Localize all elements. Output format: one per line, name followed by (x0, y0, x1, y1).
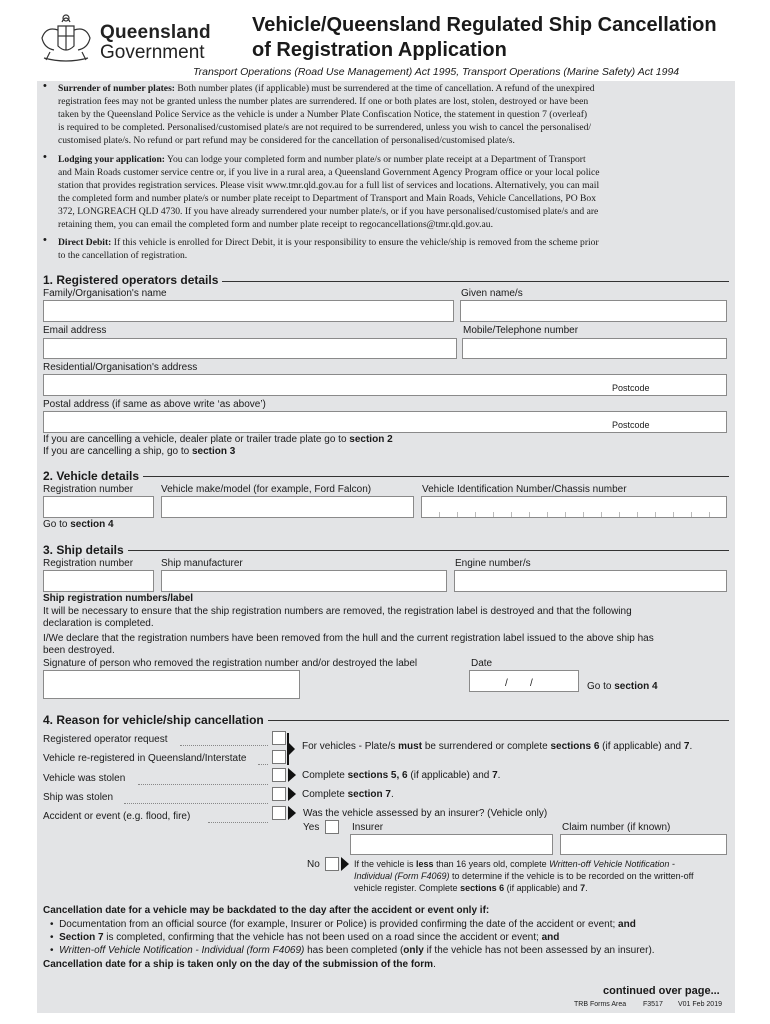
footer-version: V01 Feb 2019 (678, 1001, 722, 1008)
dot-leader (124, 803, 268, 804)
engine-number-label: Engine number/s (455, 558, 531, 569)
family-name-label: Family/Organisation's name (43, 288, 167, 299)
reason-operator-request-label: Registered operator request (43, 734, 168, 745)
email-input[interactable] (43, 338, 457, 359)
note-ship-goto: If you are cancelling a ship, go to section 3 (43, 446, 236, 457)
reason-accident-checkbox[interactable] (272, 806, 286, 820)
intro-b3-head: Direct Debit: (58, 237, 112, 248)
arrow-right-icon (288, 806, 296, 820)
reason-reregistered-checkbox[interactable] (272, 750, 286, 764)
ship-manufacturer-input[interactable] (161, 570, 447, 592)
claim-number-input[interactable] (560, 834, 727, 855)
no-insurer-instruction-l2: Individual (Form F4069) to determine if the vehicle is to be recorded on the written-off (354, 871, 694, 881)
ship-manufacturer-label: Ship manufacturer (161, 558, 243, 569)
section-rule (43, 550, 729, 551)
ship-goto-section4: Go to section 4 (587, 681, 658, 692)
acts-subtitle: Transport Operations (Road Use Management) Act 1995, Transport Operations (Marine Safety) Act 1994 (193, 66, 680, 78)
qld-coat-of-arms-logo (36, 12, 96, 66)
intro-b1-l5: customised plate/s. No refund or part refund may be considered for the cancellation of personalised/customised plate/s. (58, 135, 515, 146)
family-name-input[interactable] (43, 300, 454, 322)
footer-form-number: F3517 (643, 1001, 663, 1008)
mobile-input[interactable] (462, 338, 727, 359)
backdate-item-1: • Documentation from an official source (for example, Insurer or Police) is provided confirming the date of the accident or event; and (50, 919, 636, 930)
form-title-line2: of Registration Application (252, 39, 507, 61)
reason-accident-label: Accident or event (e.g. flood, fire) (43, 811, 191, 822)
action-plates-surrendered: For vehicles - Plate/s must be surrendered or complete sections 6 (if applicable) and 7. (302, 741, 693, 752)
date-separator: / / (505, 678, 533, 689)
logo-government-text: Government (100, 42, 205, 63)
dot-leader (180, 745, 268, 746)
no-insurer-instruction-l3: vehicle register. Complete sections 6 (if applicable) and 7. (354, 883, 588, 893)
intro-b1-head: Surrender of number plates: (58, 83, 175, 94)
reason-vehicle-stolen-label: Vehicle was stolen (43, 773, 126, 784)
date-label: Date (471, 658, 493, 669)
no-insurer-instruction-l1: If the vehicle is less than 16 years old, complete Written-off Vehicle Notification - (354, 859, 675, 869)
section-2-title: 2. Vehicle details (43, 469, 143, 483)
ship-cancellation-date-note: Cancellation date for a ship is taken only on the day of the submission of the form. (43, 959, 436, 970)
bullet-icon: • (50, 945, 60, 956)
ship-para2-l2: been destroyed. (43, 645, 115, 656)
ship-para2-l1: I/We declare that the registration numbers have been removed from the hull and the current registration label issued to the above ship has (43, 633, 654, 644)
intro-bullet-3 (58, 236, 734, 262)
intro-b2-head: Lodging your application: (58, 154, 165, 165)
intro-b3-l1: If this vehicle is enrolled for Direct Debit, it is your responsibility to ensure the vehicle/ship is removed from the scheme prior (113, 237, 599, 248)
backdate-heading: Cancellation date for a vehicle may be backdated to the day after the accident or event only if: (43, 905, 490, 916)
mobile-label: Mobile/Telephone number (463, 325, 579, 336)
intro-b2-l1: You can lodge your completed form and number plate/s or number plate receipt at a Department of Transport (167, 154, 586, 165)
reason-ship-stolen-checkbox[interactable] (272, 787, 286, 801)
bullet-icon: • (43, 234, 47, 246)
intro-b2-l2: and Main Roads customer service centre or, if you live in a rural area, a Queensland Government Agency Program office or your local police (58, 167, 600, 178)
backdate-item-2: • Section 7 is completed, confirming that the vehicle has not been used on a road since the accident or event; and (50, 932, 560, 943)
intro-bullet-1 (58, 82, 734, 147)
dot-leader (138, 784, 268, 785)
insurer-question: Was the vehicle assessed by an insurer? (Vehicle only) (303, 808, 548, 819)
bullet-icon: • (43, 151, 47, 163)
intro-b2-l4: the completed form and number plate/s or number plate receipt to Department of Transport and Main Roads, Vehicle Cancellations, PO Box (58, 193, 597, 204)
logo-queensland-text: Queensland (100, 22, 211, 43)
bullet-icon: • (50, 919, 60, 930)
signature-input[interactable] (43, 670, 300, 699)
section-4-title: 4. Reason for vehicle/ship cancellation (43, 713, 268, 727)
intro-b2-l3: station that provides registration services. Please visit www.tmr.qld.gov.au for a full list of services and locations. Alternatively, you can mail (58, 180, 600, 191)
arrow-right-icon (288, 768, 296, 782)
postal-address-label: Postal address (if same as above write ‘as above’) (43, 399, 266, 410)
insurer-yes-label: Yes (303, 822, 320, 833)
vehicle-make-input[interactable] (161, 496, 414, 518)
footer-area: TRB Forms Area (574, 1001, 627, 1008)
form-title-line1: Vehicle/Queensland Regulated Ship Cancellation (252, 14, 717, 36)
intro-b1-l2: registration fees may not be granted unless the number plates are surrendered. If one or both plates are lost, stolen, destroyed or have been (58, 96, 589, 107)
bullet-icon: • (43, 80, 47, 92)
vin-input[interactable] (421, 496, 727, 518)
vehicle-make-label: Vehicle make/model (for example, Ford Falcon) (161, 484, 372, 495)
ship-rego-input[interactable] (43, 570, 154, 592)
given-name-input[interactable] (460, 300, 727, 322)
bracket-arrow-icon (287, 733, 297, 765)
insurer-no-label: No (307, 859, 320, 870)
intro-bullet-2 (58, 153, 734, 231)
vehicle-rego-input[interactable] (43, 496, 154, 518)
residential-address-label: Residential/Organisation's address (43, 362, 198, 373)
vehicle-rego-label: Registration number (43, 484, 134, 495)
given-name-label: Given name/s (461, 288, 523, 299)
ship-para1-l1: It will be necessary to ensure that the ship registration numbers are removed, the registration label is destroyed and that the following (43, 606, 632, 617)
bullet-icon: • (50, 932, 60, 943)
signature-label: Signature of person who removed the registration number and/or destroyed the label (43, 658, 418, 669)
intro-b1-l1: Both number plates (if applicable) must be surrendered at the time of cancellation. A refund of the unexpired (177, 83, 595, 94)
intro-b3-l2: to the cancellation of registration. (58, 250, 188, 261)
reason-reregistered-label: Vehicle re-registered in Queensland/Interstate (43, 753, 247, 764)
reason-vehicle-stolen-checkbox[interactable] (272, 768, 286, 782)
section-rule (43, 476, 729, 477)
reason-ship-stolen-label: Ship was stolen (43, 792, 114, 803)
action-vehicle-stolen: Complete sections 5, 6 (if applicable) and 7. (302, 770, 501, 781)
dot-leader (208, 822, 268, 823)
section-3-title: 3. Ship details (43, 543, 128, 557)
dot-leader (258, 764, 268, 765)
ship-para1-l2: declaration is completed. (43, 618, 154, 629)
intro-b1-l4: is required to be completed. Personalised/customised plate/s are not required to be surrendered, unless you wish to cancel the personalised/ (58, 122, 592, 133)
backdate-item-3: • Written-off Vehicle Notification - Individual (form F4069) has been completed (only if the vehicle has not been assessed by an insurer). (50, 945, 655, 956)
insurer-no-checkbox[interactable] (325, 857, 339, 871)
arrow-right-icon (341, 857, 349, 871)
email-label: Email address (43, 325, 107, 336)
claim-number-label: Claim number (if known) (562, 822, 671, 833)
insurer-yes-checkbox[interactable] (325, 820, 339, 834)
ship-rego-label-subtitle: Ship registration numbers/label (43, 593, 194, 604)
vin-label: Vehicle Identification Number/Chassis number (422, 484, 627, 495)
postal-postcode-label: Postcode (612, 420, 650, 430)
ship-rego-label: Registration number (43, 558, 134, 569)
note-vehicle-goto: If you are cancelling a vehicle, dealer plate or trailer trade plate go to section 2 (43, 434, 393, 445)
arrow-right-icon (288, 787, 296, 801)
vehicle-goto-section4: Go to section 4 (43, 519, 114, 530)
intro-b2-l5: 372, LONGREACH QLD 4730. If you have already surrendered your number plate/s, or if you have personalised/customised plate/s and are (58, 206, 599, 217)
continued-over-page: continued over page... (603, 985, 720, 997)
insurer-input[interactable] (350, 834, 553, 855)
insurer-label: Insurer (352, 822, 384, 833)
intro-b1-l3: taken by the Queensland Police Service as the vehicle is under a Number Plate Confiscation Notice, the statement in question 7 (overleaf) (58, 109, 588, 120)
action-ship-stolen: Complete section 7. (302, 789, 394, 800)
intro-b2-l6: retaining them, you can email the completed form and number plate receipt to regocancellations@tmr.qld.gov.au. (58, 219, 493, 230)
residential-postcode-label: Postcode (612, 383, 650, 393)
reason-operator-request-checkbox[interactable] (272, 731, 286, 745)
section-1-title: 1. Registered operators details (43, 273, 222, 287)
engine-number-input[interactable] (454, 570, 727, 592)
